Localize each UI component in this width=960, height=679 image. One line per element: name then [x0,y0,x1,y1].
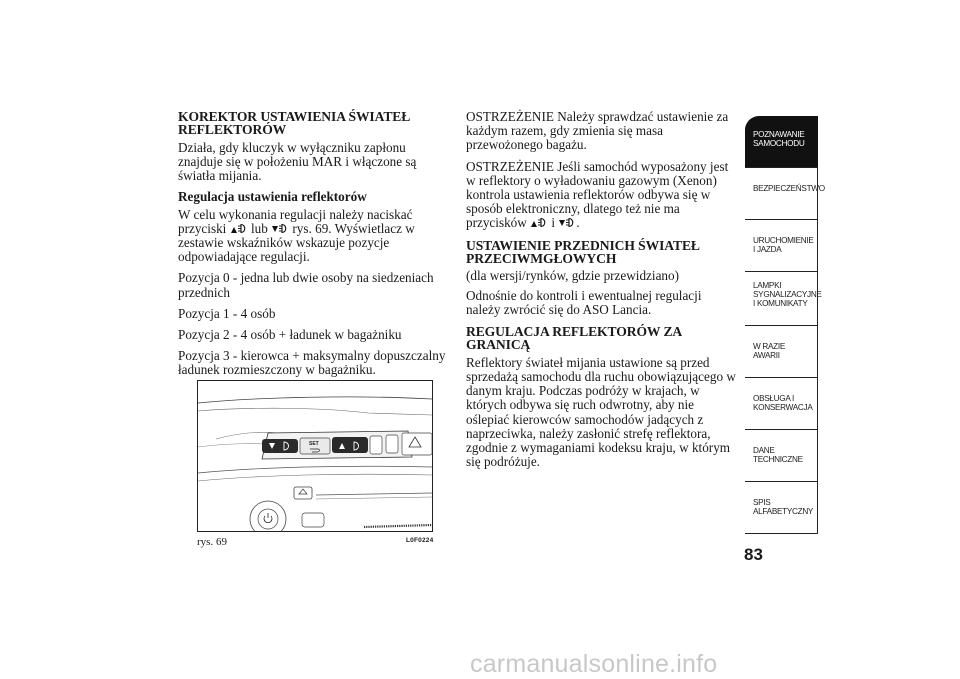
headlight-up-button [332,437,368,453]
headlight-down-button [262,439,298,453]
figure-dashboard-buttons [197,380,433,532]
dashboard-illustration [198,381,432,531]
page-number: 83 [744,545,763,564]
tab-dane[interactable]: DANE TECHNICZNE [745,430,818,482]
position-3: Pozycja 3 - kierowca + maksymalny dopuszczalny ładunek rozmieszczony w bagażniku. [178,348,446,378]
tab-poznawanie[interactable]: POZNAWANIE SAMOCHODU [745,116,818,168]
adjustment-text-b: lub [250,220,268,236]
paragraph-corrector-intro: Działa, gdy kluczyk w wyłączniku zapłonu znajduje się w położeniu MAR i włączone są światła mijania. [178,139,417,184]
adjustment-text-a: W celu wykonania regulacji należy naciskać przyciski [178,206,413,236]
tab-spis[interactable]: SPIS ALFABETYCZNY [745,482,818,534]
position-2: Pozycja 2 - 4 osób + ładunek w bagażniku [178,327,402,343]
tab-lampki[interactable]: LAMPKI SYGNALIZACYJNE I KOMUNIKATY [745,272,818,326]
watermark: carmanualsonline.info [470,650,718,678]
warning-xenon-text-b: i [551,215,556,231]
headlight-up-icon [530,217,548,228]
section-heading-corrector: KOREKTOR USTAWIENIA ŚWIATEŁ REFLEKTORÓW [178,109,411,138]
position-0: Pozycja 0 - jedna lub dwie osoby na siedzeniach przednich [178,270,434,300]
position-1: Pozycja 1 - 4 osób [178,305,276,321]
foglights-paragraph: Odnośnie do kontroli i ewentualnej regulacji należy zwrócić się do ASO Lancia. [466,287,702,317]
figure-code: L0F0224 [406,537,434,544]
abroad-paragraph: Reflektory świateł mijania ustawione są przed sprzedażą samochodu dla ruchu obowiązującego w danym kraju. Podczas podróży w krajach, w których odbywa się ruch odwrotny, aby nie oślepiać kierowców samochodów jadących z naprzeciwka, należy zasłonić strefę reflektora, zgodnie z wymaganiami kodeksu kraju, w którym się podróżuje. [466,354,736,470]
adjustment-text-c: rys. 69. Wyświetlacz w zestawie wskaźników wskazuje pozycje odpowiadające regulacji. [178,220,415,265]
headlight-down-icon [271,223,289,234]
figure-caption: rys. 69 [197,536,227,548]
paragraph-adjustment [178,208,450,265]
warning-xenon [466,160,738,231]
headlight-down-icon [558,217,576,228]
section-heading-abroad: REGULACJA REFLEKTORÓW ZA GRANICĄ [466,324,682,353]
foglights-note: (dla wersji/rynków, gdzie przewidziano) [466,268,679,284]
tab-awarii[interactable]: W RAZIE AWARII [745,326,818,378]
set-button-label: SET [309,441,319,447]
headlight-up-icon [230,223,248,234]
left-column [178,110,450,385]
section-heading-foglights: USTAWIENIE PRZEDNICH ŚWIATEŁ PRZECIWMGŁOWYCH [466,237,700,267]
tab-obsluga[interactable]: OBSŁUGA I KONSERWACJA [745,378,818,430]
tab-uruchomienie[interactable]: URUCHOMIENIE I JAZDA [745,220,818,272]
chapter-sidebar [745,116,825,534]
warning-xenon-text-a: OSTRZEŻENIE Jeśli samochód wyposażony jest w reflektory o wyładowaniu gazowym (Xenon) kontrola ustawienia reflektorów odbywa się w sposób elektroniczny, dlatego też nie ma przycisków [466,158,729,231]
warning-baggage: OSTRZEŻENIE Należy sprawdzać ustawienie za każdym razem, gdy zmienia się masa przewożonego bagażu. [466,109,729,153]
right-column [466,110,738,476]
warning-xenon-text-c: . [576,215,580,231]
tab-bezpieczenstwo[interactable]: BEZPIECZEŃSTWO [745,168,818,220]
subheading-adjustment: Regulacja ustawienia reflektorów [178,189,367,205]
